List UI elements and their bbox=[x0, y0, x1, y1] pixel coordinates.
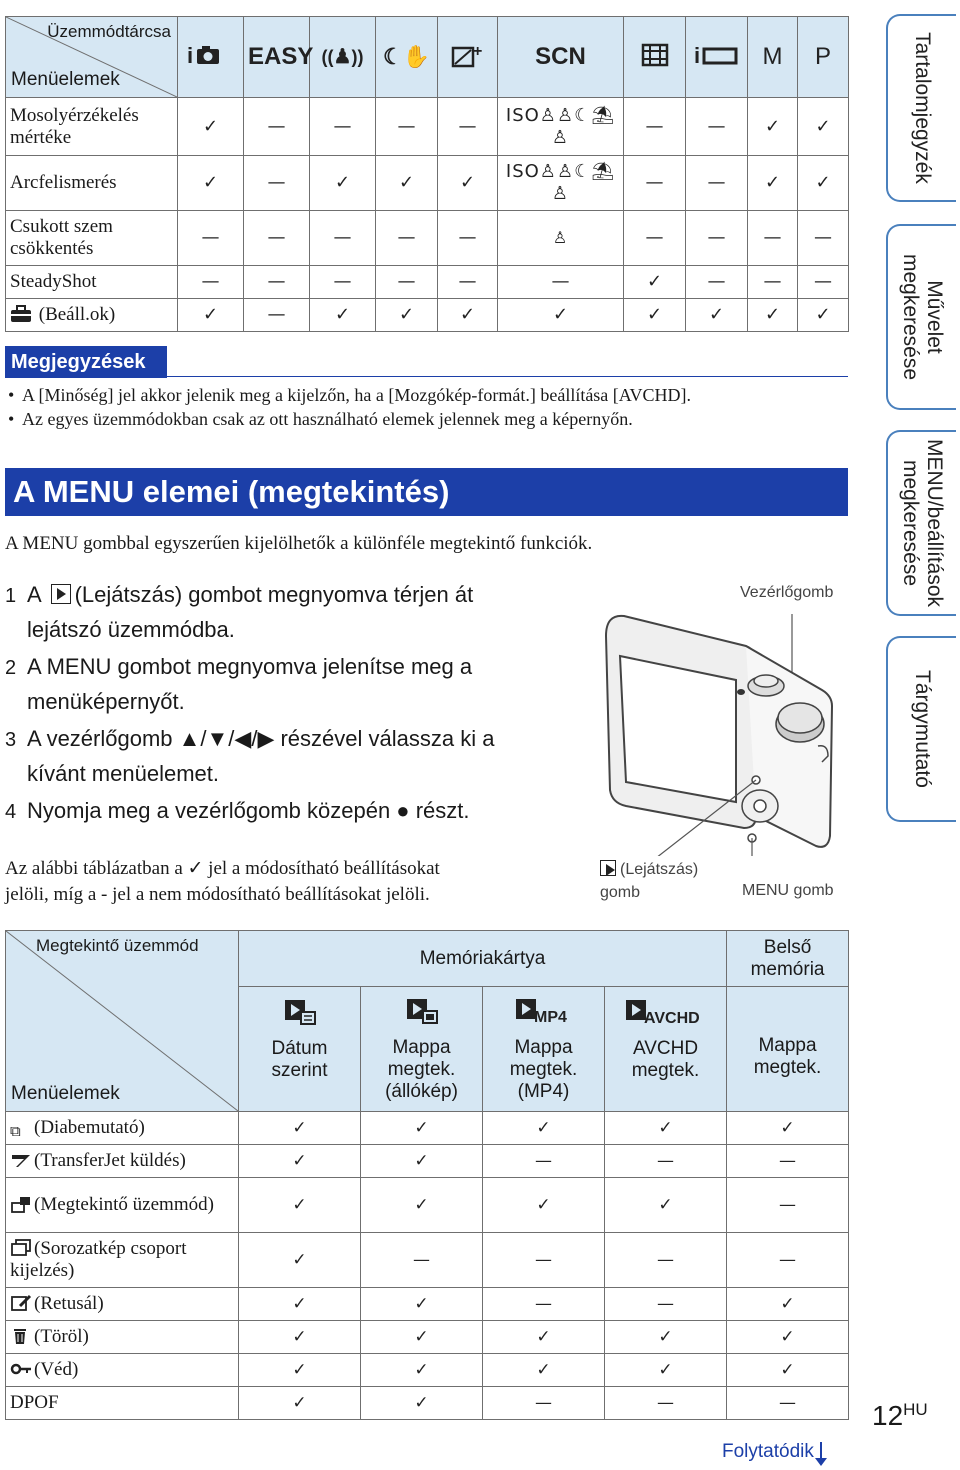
settings-label: (Beáll.ok) bbox=[38, 304, 116, 325]
table-cell: ✓ bbox=[361, 1145, 483, 1178]
table-cell: — bbox=[310, 266, 376, 299]
row-label-settings bbox=[6, 299, 178, 332]
table-cell: — bbox=[244, 98, 310, 156]
corner-top-label: Üzemmódtárcsa bbox=[47, 22, 171, 41]
table-cell: — bbox=[727, 1387, 849, 1420]
corner-top-label: Megtekintő üzemmód bbox=[36, 936, 199, 955]
table-cell: — bbox=[178, 211, 244, 266]
table-cell: ✓ bbox=[727, 1288, 849, 1321]
table-cell: — bbox=[605, 1233, 727, 1288]
col-date: Dátum szerint bbox=[239, 987, 361, 1112]
folder-mp4-icon bbox=[514, 995, 574, 1025]
row-label-blink: Csukott szem csökkentés bbox=[6, 211, 178, 266]
table-cell: ✓ bbox=[686, 299, 748, 332]
table-cell: — bbox=[686, 211, 748, 266]
table-cell: ✓ bbox=[361, 1178, 483, 1233]
avchd-view-icon bbox=[624, 996, 708, 1026]
tab-operation-search[interactable]: Művelet megkeresése bbox=[886, 224, 956, 410]
step-2: 2 A MENU gombot megnyomva jelenítse meg a menüképernyőt. bbox=[5, 654, 473, 714]
table-cell: — bbox=[376, 98, 438, 156]
corner-bottom-label: Menüelemek bbox=[11, 69, 120, 90]
table-cell: — bbox=[483, 1288, 605, 1321]
view-mode-icon bbox=[10, 1195, 32, 1213]
row-label-smile: Mosolyérzékelés mértéke bbox=[6, 98, 178, 156]
trash-icon bbox=[10, 1327, 32, 1345]
row-label-slideshow: ⧉ (Diabemutató) bbox=[6, 1112, 239, 1145]
table-cell: ✓ bbox=[178, 156, 244, 211]
playback-icon bbox=[51, 584, 71, 604]
table-cell: ✓ bbox=[239, 1321, 361, 1354]
table-cell: — bbox=[605, 1145, 727, 1178]
table-cell: ✓ bbox=[239, 1145, 361, 1178]
table-cell: ✓ bbox=[483, 1112, 605, 1145]
table-cell: — bbox=[376, 266, 438, 299]
table-cell: — bbox=[605, 1288, 727, 1321]
table-cell: ✓ bbox=[376, 156, 438, 211]
table-cell: — bbox=[686, 266, 748, 299]
svg-text:+: + bbox=[472, 43, 482, 60]
table-cell: ✓ bbox=[624, 299, 686, 332]
page-number: $12^{HU}$ bbox=[872, 1400, 928, 1431]
table-cell: ✓ bbox=[483, 1178, 605, 1233]
table-cell: ✓ bbox=[605, 1321, 727, 1354]
svg-text:i: i bbox=[693, 43, 700, 67]
playback-button-label: (Lejátszás) gomb bbox=[600, 861, 699, 901]
table-cell: — bbox=[438, 211, 498, 266]
row-label-protect: (Véd) bbox=[6, 1354, 239, 1387]
control-button-label: Vezérlőgomb bbox=[740, 584, 834, 601]
menu-button-label: MENU gomb bbox=[742, 882, 834, 899]
mode-night-handheld-icon: ☾✋ bbox=[376, 17, 438, 98]
table-cell: — bbox=[244, 211, 310, 266]
note-item: • Az egyes üzemmódokban csak az ott használható elemek jelennek meg a képernyőn. bbox=[8, 409, 633, 429]
step-4: 4 Nyomja meg a vezérlőgomb közepén ● részt. bbox=[5, 798, 470, 823]
table-cell: — bbox=[686, 156, 748, 211]
table-cell: — bbox=[798, 266, 849, 299]
table-cell: ✓ bbox=[438, 299, 498, 332]
playback-icon bbox=[600, 860, 616, 876]
table-cell: ✓ bbox=[178, 299, 244, 332]
table-cell: ✓ bbox=[798, 98, 849, 156]
table-cell: ✓ bbox=[361, 1321, 483, 1354]
mode-scn: SCN bbox=[498, 17, 624, 98]
table-cell: ✓ bbox=[239, 1288, 361, 1321]
retouch-icon bbox=[10, 1294, 32, 1312]
table-corner-header bbox=[6, 931, 239, 1112]
mode-program: P bbox=[798, 17, 849, 98]
table-corner-header bbox=[6, 17, 178, 98]
corner-bottom-label: Menüelemek bbox=[11, 1083, 120, 1104]
table-cell: ✓ bbox=[361, 1387, 483, 1420]
arrow-down-icon bbox=[820, 1442, 822, 1460]
table-cell: — bbox=[748, 211, 798, 266]
table-cell: — bbox=[244, 156, 310, 211]
table-cell: ✓ bbox=[361, 1288, 483, 1321]
tab-contents[interactable]: Tartalomjegyzék bbox=[886, 14, 956, 202]
table-cell: — bbox=[244, 266, 310, 299]
notes-badge: Megjegyzések bbox=[5, 346, 167, 378]
step-3: 3 A vezérlőgomb ▲/▼/◀/▶ részével válassza ki a kívánt menüelemet. bbox=[5, 726, 495, 786]
svg-text:MP4: MP4 bbox=[533, 1009, 567, 1025]
table-cell: ✓ bbox=[624, 266, 686, 299]
toolbox-icon bbox=[10, 305, 32, 323]
row-label-view-mode: (Megtekintő üzemmód) bbox=[6, 1178, 239, 1233]
table-cell: ✓ bbox=[310, 299, 376, 332]
col-folder-still: Mappa megtek. (állókép) bbox=[361, 987, 483, 1112]
table-cell: — bbox=[376, 211, 438, 266]
notes-divider bbox=[5, 376, 848, 377]
table-cell: — bbox=[438, 266, 498, 299]
key-icon bbox=[10, 1360, 32, 1378]
table-cell: — bbox=[361, 1233, 483, 1288]
table-cell: — bbox=[624, 211, 686, 266]
tab-menu-settings-search[interactable]: MENU/beállítások megkeresése bbox=[886, 430, 956, 616]
table-cell: — bbox=[798, 211, 849, 266]
row-label-delete: (Töröl) bbox=[6, 1321, 239, 1354]
table-cell: ✓ bbox=[239, 1387, 361, 1420]
table-cell: ✓ bbox=[498, 299, 624, 332]
row-label-retouch: (Retusál) bbox=[6, 1288, 239, 1321]
table-cell: — bbox=[483, 1145, 605, 1178]
table-cell: ✓ bbox=[605, 1178, 727, 1233]
table-cell: ✓ bbox=[748, 156, 798, 211]
table-cell: ✓ bbox=[727, 1354, 849, 1387]
group-internal-memory: Belső memória bbox=[727, 931, 849, 987]
table-cell: ✓ bbox=[438, 156, 498, 211]
slideshow-icon: ⧉ bbox=[10, 1122, 21, 1140]
table-cell: — bbox=[483, 1233, 605, 1288]
table-cell: — bbox=[605, 1387, 727, 1420]
table-cell: ✓ bbox=[361, 1354, 483, 1387]
row-label-burst-group: (Sorozatkép csoport kijelzés) bbox=[6, 1233, 239, 1288]
table-cell: ✓ bbox=[239, 1233, 361, 1288]
view-mode-table bbox=[5, 930, 849, 1420]
table-cell: — bbox=[244, 299, 310, 332]
table-cell: ✓ bbox=[798, 299, 849, 332]
table-cell: ✓ bbox=[483, 1321, 605, 1354]
section-heading: A MENU elemei (megtekintés) bbox=[5, 468, 848, 516]
table-cell: — bbox=[498, 266, 624, 299]
mode-movie-icon bbox=[624, 17, 686, 98]
scene-icons-group: ISO♙♙☾⛱ ♙ bbox=[498, 156, 624, 211]
portrait-scene-icon: ♙ bbox=[498, 211, 624, 266]
continue-link[interactable]: Folytatódik bbox=[722, 1441, 822, 1463]
table-cell: ✓ bbox=[178, 98, 244, 156]
intro-text: A MENU gombbal egyszerűen kijelölhetők a különféle megtekintő funkciók. bbox=[5, 533, 593, 554]
burst-group-icon bbox=[10, 1239, 32, 1257]
group-memory-card: Memóriakártya bbox=[239, 931, 727, 987]
folder-still-icon bbox=[405, 995, 439, 1025]
mode-antiblur-icon: ((♟)) bbox=[310, 17, 376, 98]
row-label-transferjet: (TransferJet küldés) bbox=[6, 1145, 239, 1178]
table-cell: ✓ bbox=[376, 299, 438, 332]
camera-back-illustration bbox=[596, 606, 846, 856]
table-cell: — bbox=[483, 1387, 605, 1420]
col-avchd: AVCHD AVCHD megtek. bbox=[605, 987, 727, 1112]
table-cell: ✓ bbox=[798, 156, 849, 211]
scene-icons-group: ISO♙♙☾⛱ ♙ bbox=[498, 98, 624, 156]
date-view-icon bbox=[283, 996, 317, 1026]
table-cell: — bbox=[438, 98, 498, 156]
table-cell: ✓ bbox=[748, 98, 798, 156]
step-1: 1 A (Lejátszás) gombot megnyomva térjen át lejátszó üzemmódba. bbox=[5, 582, 474, 642]
mode-easy: EASY bbox=[244, 17, 310, 98]
table-cell: — bbox=[727, 1178, 849, 1233]
mode-manual: M bbox=[748, 17, 798, 98]
note-item: • A [Minőség] jel akkor jelenik meg a kijelzőn, ha a [Mozgókép-formát.] beállítása [AVCHD]. bbox=[8, 385, 691, 405]
table-cell: ✓ bbox=[239, 1178, 361, 1233]
table-cell: — bbox=[748, 266, 798, 299]
table-cell: ✓ bbox=[727, 1112, 849, 1145]
table-cell: ✓ bbox=[361, 1112, 483, 1145]
table-cell: — bbox=[178, 266, 244, 299]
mode-intelligent-auto-icon bbox=[178, 17, 244, 98]
col-folder-mp4: MP4 Mappa megtek. (MP4) bbox=[483, 987, 605, 1112]
row-label-steadyshot: SteadyShot bbox=[6, 266, 178, 299]
table-cell: ✓ bbox=[605, 1354, 727, 1387]
table-cell: — bbox=[310, 211, 376, 266]
svg-text:i: i bbox=[186, 43, 193, 67]
table-cell: — bbox=[727, 1233, 849, 1288]
table-cell: ✓ bbox=[239, 1354, 361, 1387]
svg-text:AVCHD: AVCHD bbox=[643, 1010, 700, 1026]
table-cell: — bbox=[686, 98, 748, 156]
table-cell: ✓ bbox=[483, 1354, 605, 1387]
mode-backlight-icon bbox=[438, 17, 498, 98]
table-cell: ✓ bbox=[748, 299, 798, 332]
row-label-face: Arcfelismerés bbox=[6, 156, 178, 211]
transferjet-icon bbox=[10, 1151, 32, 1169]
table-cell: ✓ bbox=[239, 1112, 361, 1145]
row-label-dpof: DPOF bbox=[6, 1387, 239, 1420]
settings-mode-table bbox=[5, 16, 849, 332]
table-cell: — bbox=[727, 1145, 849, 1178]
table-cell: ✓ bbox=[310, 156, 376, 211]
table-cell: ✓ bbox=[605, 1112, 727, 1145]
col-internal-folder: Mappa megtek. bbox=[727, 987, 849, 1112]
table-cell: — bbox=[624, 98, 686, 156]
tab-index[interactable]: Tárgymutató bbox=[886, 636, 956, 822]
mode-panorama-icon bbox=[686, 17, 748, 98]
legend-text: Az alábbi táblázatban a ✓ jel a módosítható beállításokat jelöli, míg a - jel a nem módosítható beállításokat jelöli. bbox=[5, 858, 440, 905]
table-cell: ✓ bbox=[727, 1321, 849, 1354]
table-cell: — bbox=[310, 98, 376, 156]
table-cell: — bbox=[624, 156, 686, 211]
